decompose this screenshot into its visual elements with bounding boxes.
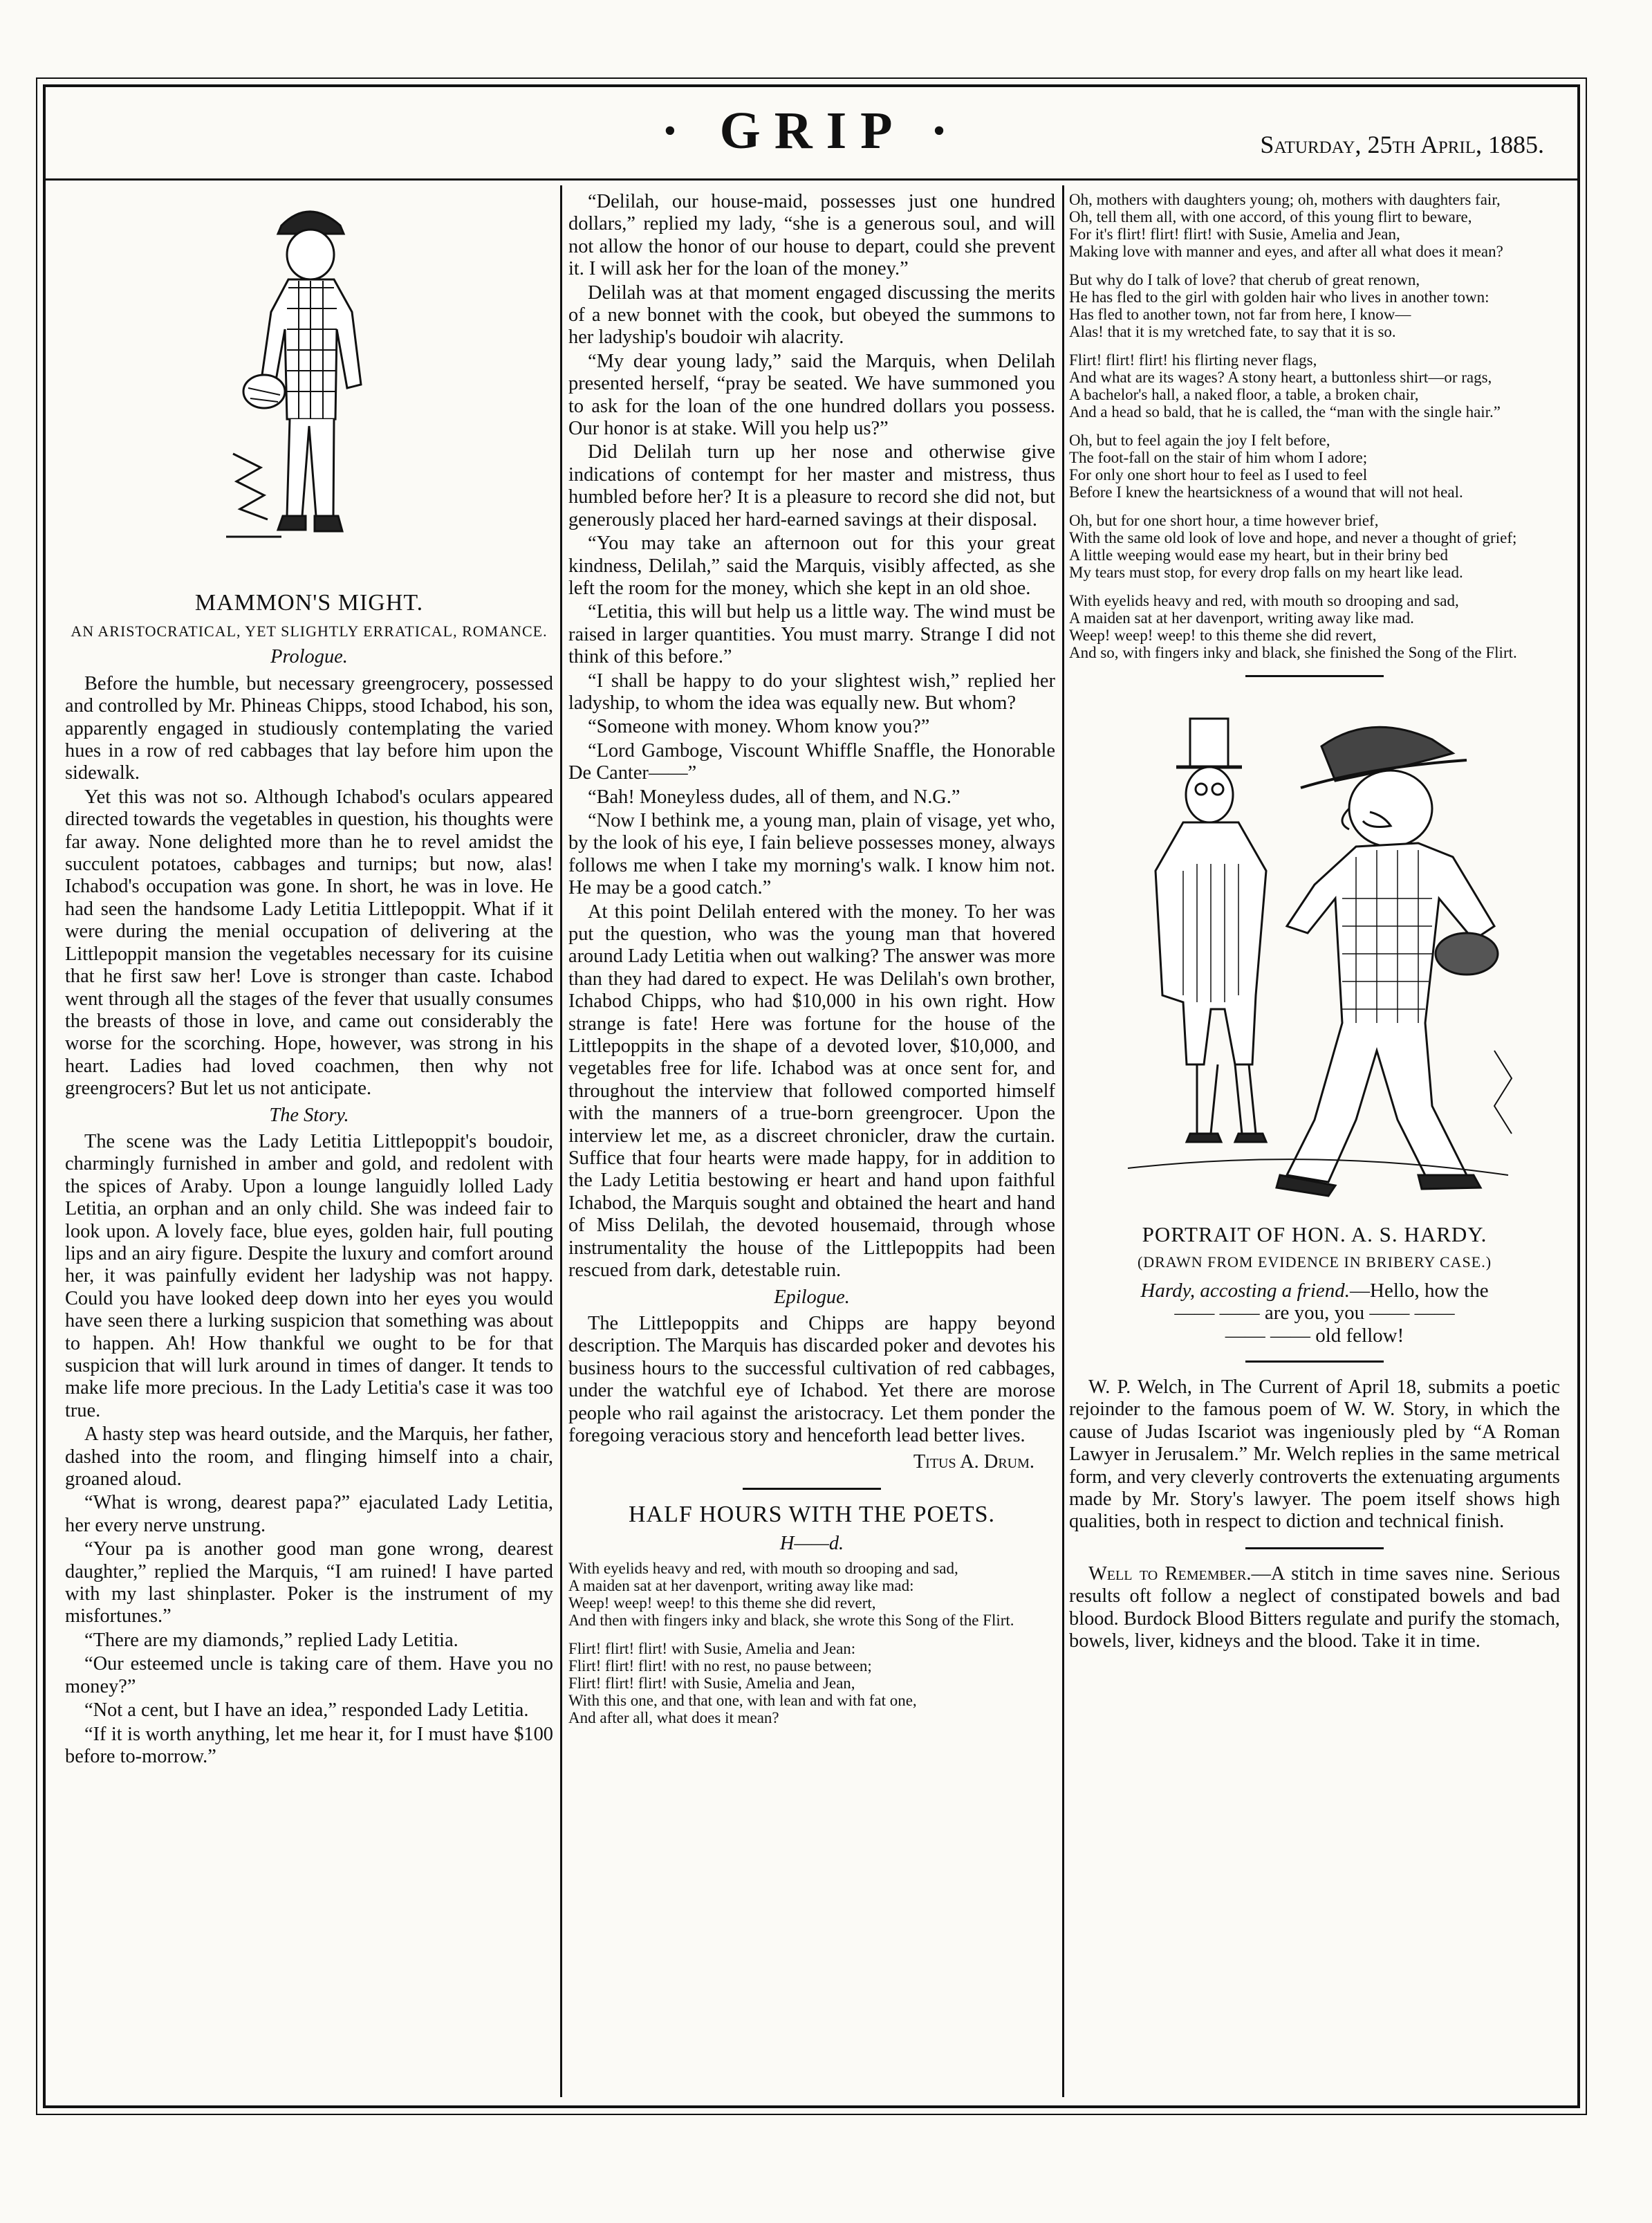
poem-part-2 [1069,191,1560,661]
epilogue-paragraph: The Littlepoppits and Chipps are happy beyond description. The Marquis has discarded poker and devotes his business hours to the successful cultivation of red cabbages, under the watchful eye of Ichabod. Yet there are morose people who rail against the aristocracy. Let them ponder the foregoing veracious story and henceforth lead better lives. [568,1312,1055,1446]
remember-paragraph [1069,1563,1560,1653]
story-paragraph: “Now I bethink me, a young man, plain of visage, yet who, by the look of his eye, I fain believe possesses money, always follows me when I take my morning's walk. I know him not. He may be a good catch.” [568,809,1055,899]
column-rule [1062,185,1064,2097]
story-paragraph: “Your pa is another good man gone wrong, dearest daughter,” replied the Marquis, “I am ruined! I have parted with my last shinplaster. Poker is the instrument of my misfortunes.” [65,1538,553,1627]
hardy-cartoon-illustration [1107,691,1522,1217]
poem-line: A maiden sat at her davenport, writing away like mad: [568,1576,914,1594]
story-paragraph: Delilah was at that moment engaged discussing the merits of a new bonnet with the cook, but obeyed the summons to her ladyship's boudoir wih alacrity. [568,282,1055,349]
poem-line: Flirt! flirt! flirt! with no rest, no pause between; [568,1657,872,1675]
poem-line: My tears must stop, for every drop falls on my heart like lead. [1069,564,1463,581]
story-paragraph: “There are my diamonds,” replied Lady Letitia. [84,1629,458,1651]
poem-line: Flirt! flirt! flirt! his flirting never flags, [1069,351,1317,369]
story-paragraph: “What is wrong, dearest papa?” ejaculated Lady Letitia, her every nerve unstrung. [65,1492,553,1536]
poem-line: A bachelor's hall, a naked floor, a table, a broken chair, [1069,386,1419,403]
poem-stanza [1069,512,1560,581]
poem-stanza [1069,432,1560,501]
poem-line: And what are its wages? A stony heart, a buttonless shirt—or rags, [1069,369,1492,386]
story-paragraph: “Bah! Moneyless dudes, all of them, and N.G.” [588,786,960,808]
poem-line: Before I knew the heartsickness of a wound that will not heal. [1069,483,1463,501]
prologue-heading: Prologue. [270,646,348,668]
cartoon-subcaption: (DRAWN FROM EVIDENCE IN BRIBERY CASE.) [1137,1253,1492,1271]
poem-line: Flirt! flirt! flirt! with Susie, Amelia and Jean, [568,1674,855,1692]
story-paragraph: “Letitia, this will but help us a little way. The wind must be raised in larger quantities. You must marry. Strange I did not think of this before.” [568,601,1055,668]
poem-line: Making love with manner and eyes, and after all what does it mean? [1069,243,1503,260]
poem-line: And then with fingers inky and black, she wrote this Song of the Flirt. [568,1611,1014,1629]
cartoon-quote-line: —— —— are you, you —— —— [1174,1302,1455,1325]
poem-line: Oh, mothers with daughters young; oh, mothers with daughters fair, [1069,191,1501,208]
story-paragraph: “Not a cent, but I have an idea,” responded Lady Letitia. [84,1699,529,1722]
poets-title: HALF HOURS WITH THE POETS. [628,1501,996,1527]
poem-line: With this one, and that one, with lean and with fat one, [568,1691,917,1709]
cartoon-quote-speaker: Hardy, accosting a friend. [1140,1279,1351,1302]
story-paragraph: “Someone with money. Whom know you?” [588,716,930,738]
poem-stanza [1069,592,1560,661]
poem-stanza [568,1640,1055,1726]
poem-line: Oh, tell them all, with one accord, of this young flirt to beware, [1069,208,1472,225]
poem-line: He has fled to the girl with golden hair who lives in another town: [1069,288,1489,306]
divider [1245,1547,1384,1549]
poem-line: And so, with fingers inky and black, she finished the Song of the Flirt. [1069,644,1517,661]
story-heading: The Story. [269,1104,349,1126]
poem-line: Alas! that it is my wretched fate, to say that it is so. [1069,323,1396,340]
divider [1245,1360,1384,1363]
column-rule [560,185,562,2097]
poem-line: A maiden sat at her davenport, writing away like mad. [1069,609,1414,627]
story-signature: Titus A. Drum. [913,1451,1034,1473]
cartoon-quote-line: —Hello, how the [1350,1279,1489,1302]
remember-text: —A stitch in time saves nine. Serious results oft follow a neglect of constipated bowels and bad blood. Burdock Blood Bitters regulate and purify the stomach, bowels, liver, kidneys and the blood. Take it in time. [1069,1562,1560,1652]
cartoon-quote-line: —— —— old fellow! [1225,1324,1404,1347]
poem-line: The foot-fall on the stair of him whom I adore; [1069,449,1368,466]
poem-stanza [1069,271,1560,340]
remember-heading: Well to Remember. [1088,1562,1252,1585]
story-paragraph: Did Delilah turn up her nose and otherwise give indications of contempt for her master and mistress, thus humbled before her? It is a pleasure to record she did not, but generously placed her hard-earned savings at their disposal. [568,441,1055,531]
poem-line: Has fled to another town, not far from here, I know— [1069,306,1411,323]
cartoon-caption: PORTRAIT OF HON. A. S. HARDY. [1142,1222,1487,1246]
poem-line: With eyelids heavy and red, with mouth so drooping and sad, [568,1559,958,1577]
poem-line: For only one short hour to feel as I used to feel [1069,466,1368,483]
story-paragraph: The scene was the Lady Letitia Littlepoppit's boudoir, charmingly furnished in amber and gold, and redolent with the spices of Araby. Upon a lounge languidly lolled Lady Letitia, an orphan and an only child. She was indeed fair to look upon. A lovely face, blue eyes, golden hair, full pouting lips and an airy figure. Despite the luxury and comfort around her, it was painfully evident her ladyship was not happy. Could you have looked deep down into her eyes you would have seen there a lurking suspicion that something was about to happen. Ah! How thankful we ought to be for that suspicion that will lurk around in times of danger. It tends to make life more precious. In the Lady Letitia's case it was too true. [65,1130,553,1421]
poets-attribution: H——d. [779,1533,844,1555]
story-paragraph: “Our esteemed uncle is taking care of them. Have you no money?” [65,1653,553,1697]
column-1 [65,191,553,2092]
newsboy-illustration [205,191,413,578]
poem-line: But why do I talk of love? that cherub of great renown, [1069,271,1420,288]
masthead-title: · GRIP · [661,102,962,160]
poem-line: Oh, but for one short hour, a time however brief, [1069,512,1379,529]
prologue-paragraph: Before the humble, but necessary greengrocery, possessed and controlled by Mr. Phineas Chipps, stood Ichabod, his son, apparently engaged in studiously contemplating the varied hues in a row of red cabbages that lay before him upon the sidewalk. [65,672,553,784]
newspaper-page [43,84,1580,2108]
cartoon-quote [1069,1280,1560,1347]
story-paragraph: At this point Delilah entered with the money. To her was put the question, who was the young man that hovered around Lady Letitia when out walking? The answer was more than they had dared to expect. He was Delilah's own brother, Ichabod Chipps, who had $10,000 in his own right. How strange is fate! Here was fortune for the house of the Littlepoppits in the shape of a devoted lover, $10,000, and vegetables free for life. Ichabod was at once sent for, and throughout the interview that followed comported himself with the manners of a true-born greengrocer. Upon the interview let me, as a discreet chronicler, draw the curtain. Suffice that four hearts were made happy, for in addition to the Lady Letitia bestowing er heart and hand upon faithful Ichabod, the Marquis sought and obtained the heart and hand of Miss Delilah, the devoted housemaid, through whose instrumentality the house of the Littlepoppits had been rescued from dark, detestable ruin. [568,901,1055,1282]
poem-line: With the same old look of love and hope, and never a thought of grief; [1069,529,1517,546]
story-subtitle: AN ARISTOCRATICAL, YET SLIGHTLY ERRATICAL, ROMANCE. [71,622,548,640]
masthead [46,87,1577,181]
story-paragraph: “You may take an afternoon out for this your great kindness, Delilah,” said the Marquis, visibly affected, as she left the room for the money, which she kept in an old shoe. [568,533,1055,599]
story-paragraph: A hasty step was heard outside, and the Marquis, her father, dashed into the room, and flinging himself into a chair, groaned aloud. [65,1423,553,1491]
story-title: MAMMON'S MIGHT. [194,590,424,616]
poem-stanza [568,1560,1055,1629]
poem-line: Oh, but to feel again the joy I felt before, [1069,432,1330,449]
welch-paragraph: W. P. Welch, in The Current of April 18, submits a poetic rejoinder to the famous poem of W. W. Story, in which the cause of Judas Iscariot was ingeniously pled by “A Roman Lawyer in Jerusalem.” Mr. Welch replies in the same metrical form, and very cleverly controverts the extenuating arguments made by Mr. Story's lawyer. The poem itself shows high qualities, both in respect to diction and technical finish. [1069,1376,1560,1533]
masthead-date: Saturday, 25th April, 1885. [1260,131,1544,158]
divider [743,1488,881,1490]
story-paragraph: “I shall be happy to do your slightest wish,” replied her ladyship, to whom the idea was equally new. But whom? [568,670,1055,714]
poem-line: Flirt! flirt! flirt! with Susie, Amelia and Jean: [568,1639,856,1657]
poem-line: With eyelids heavy and red, with mouth so drooping and sad, [1069,592,1459,609]
epilogue-heading: Epilogue. [774,1286,850,1308]
story-paragraph: “My dear young lady,” said the Marquis, when Delilah presented herself, “pray be seated. We have summoned you to ask for the loan of the one hundred dollars you possess. Our honor is at stake. Will you help us?” [568,350,1055,440]
poem-line: And after all, what does it mean? [568,1708,779,1726]
poem-stanza [1069,191,1560,260]
poem-line: Weep! weep! weep! to this theme she did revert, [1069,627,1377,644]
poem-line: For it's flirt! flirt! flirt! with Susie, Amelia and Jean, [1069,225,1400,243]
poem-line: A little weeping would ease my heart, but in their briny bed [1069,546,1449,564]
story-paragraph: “Lord Gamboge, Viscount Whiffle Snaffle, the Honorable De Canter——” [568,739,1055,784]
poem-stanza [1069,351,1560,421]
poem-part-1 [568,1560,1055,1726]
column-3 [1069,191,1560,2092]
story-paragraph: “If it is worth anything, let me hear it, for I must have $100 before to-morrow.” [65,1723,553,1767]
poem-line: And a head so bald, that he is called, the “man with the single hair.” [1069,403,1501,421]
column-2 [568,191,1055,2092]
story-paragraph: “Delilah, our house-maid, possesses just one hundred dollars,” replied my lady, “she is a generous soul, and will not allow the honor of our house to depart, could she prevent it. I will ask her for the loan of the money.” [568,191,1055,280]
poem-line: Weep! weep! weep! to this theme she did revert, [568,1594,876,1612]
prologue-paragraph: Yet this was not so. Although Ichabod's oculars appeared directed towards the vegetables in question, his thoughts were far away. None delighted more than he to revel amidst the succulent potatoes, cabbages and turnips; but now, alas! Ichabod's occupation was gone. In short, he was in love. He had seen the handsome Lady Letitia Littlepoppit. What if it were during the menial occupation of delivering at the Littlepoppit mansion the vegetables necessary for its cuisine that he first saw her! Love is stronger than caste. Ichabod went through all the stages of the fever that usually consumes the breasts of those in love, and came out considerably the worse for the scorching. Hope, however, was strong in his heart. Ladies had loved coachmen, then why not greengrocers? But let us not anticipate. [65,786,553,1100]
divider [1245,675,1384,677]
